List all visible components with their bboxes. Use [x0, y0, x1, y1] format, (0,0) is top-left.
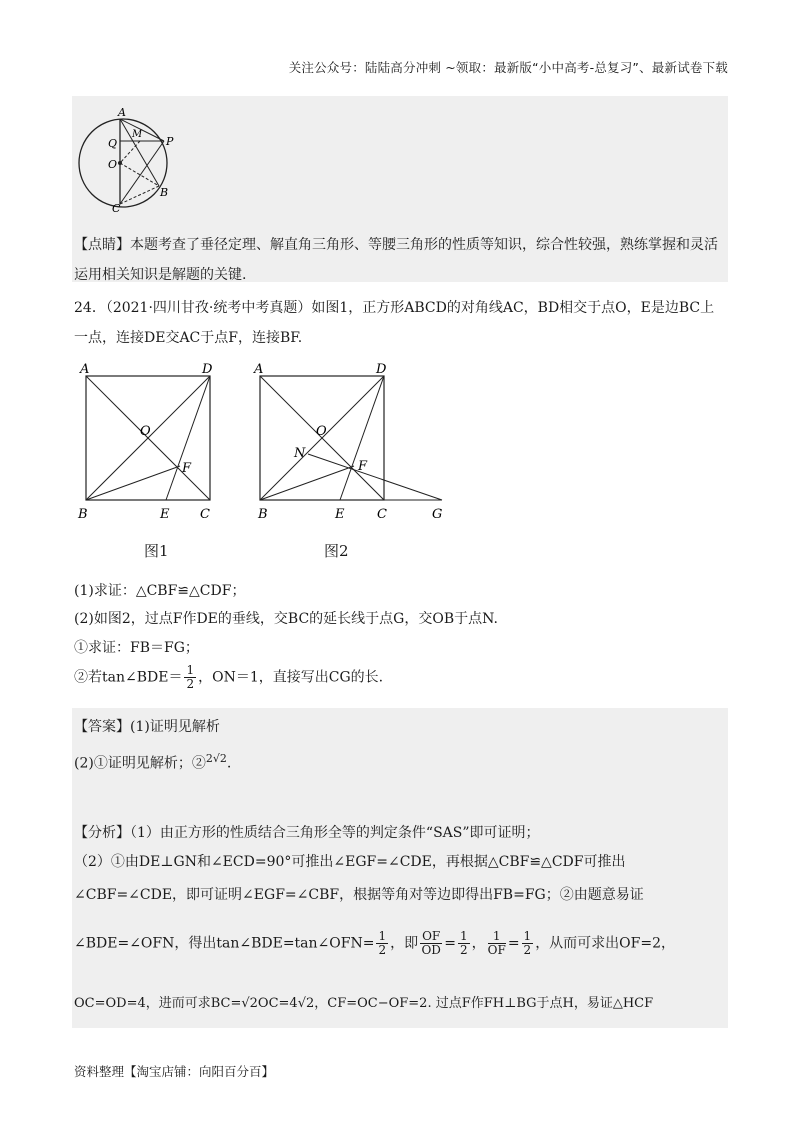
fig2-label-o: O — [316, 424, 327, 439]
label-p: P — [166, 135, 174, 148]
fig1-label-f: F — [182, 461, 192, 476]
fig1-label-b: B — [78, 507, 88, 522]
label-b: B — [160, 186, 169, 199]
label-o: O — [108, 158, 118, 171]
fraction-half-2: $\frac{1}{2}$ — [460, 929, 468, 957]
question-1: (1)求证：△CBF≌△CDF； — [74, 583, 246, 599]
fig2-label-c: C — [377, 507, 387, 522]
fraction-half-3: $\frac{1}{2}$ — [523, 929, 532, 957]
page-header: 关注公众号：陆陆高分冲刺 ~领取：最新版“小中高考-总复习”、最新试卷下载 — [288, 60, 728, 75]
analysis-line-3: ∠CBF=∠CDE，即可证明∠EGF=∠CBF，根据等角对等边即得出FB=FG；②由题意易证 — [74, 887, 644, 903]
answer-line-1: 【答案】(1)证明见解析 — [74, 719, 220, 735]
fraction-one-of: $\frac{1}{OF}$ — [487, 929, 506, 957]
fig2-label-b: B — [258, 507, 268, 522]
fraction-one-half: $\frac{1}{2}$ — [186, 663, 195, 691]
fig1-label-a: A — [80, 362, 90, 377]
analysis-line-2: （2）①由DE⊥GN和∠ECD=90°可推出∠EGF=∠CDE，再根据△CBF≌△CDF可推出 — [74, 854, 626, 870]
analysis-line-5: OC=OD=4，进而可求BC=√2OC=4√2，CF=OC−OF=2. 过点F作FH⊥BG于点H，易证△HCF — [74, 996, 654, 1011]
fig1-caption: 图1 — [144, 542, 169, 560]
fig2-label-f: F — [358, 459, 368, 474]
dianjing-line-1: 【点睛】本题考查了垂径定理、解直角三角形、等腰三角形的性质等知识，综合性较强，熟练掌握和灵活 — [74, 237, 718, 253]
analysis-line-1: 【分析】（1）由正方形的性质结合三角形全等的判定条件“SAS”即可证明； — [74, 825, 540, 841]
fig2-label-g: G — [432, 507, 443, 522]
problem-line-2: 一点，连接DE交AC于点F，连接BF. — [74, 330, 303, 346]
fig1-label-o: O — [140, 424, 151, 439]
page-footer: 资料整理【淘宝店铺：向阳百分百】 — [74, 1064, 275, 1079]
label-m: M — [132, 129, 143, 140]
circle-figure — [74, 104, 184, 216]
fig2-label-n: N — [294, 446, 306, 461]
fraction-half: $\frac{1}{2}$ — [378, 929, 387, 957]
geometry-figures — [72, 360, 452, 560]
dianjing-line-2: 运用相关知识是解题的关键. — [74, 267, 247, 283]
fig2-label-e: E — [335, 507, 345, 522]
label-a: A — [118, 106, 126, 119]
question-2b: ②若tan∠BDE＝ $\frac{1}{2}$ ，ON＝1，直接写出CG的长. — [74, 663, 384, 691]
label-q: Q — [108, 137, 118, 150]
problem-line-1: 24．（2021·四川甘孜·统考中考真题）如图1，正方形ABCD的对角线AC，BD相交于点O，E是边BC上 — [74, 300, 715, 316]
question-2a: ①求证：FB＝FG； — [74, 640, 199, 656]
figure-2 — [253, 362, 442, 522]
label-c: C — [112, 202, 121, 215]
answer-line-2: (2)①证明见解析；②$^{2√2}$. — [74, 752, 232, 772]
fig2-label-a: A — [254, 362, 264, 377]
fig1-label-c: C — [200, 507, 210, 522]
fraction-of-od: $\frac{OF}{OD}$ — [421, 929, 441, 957]
figure-1 — [77, 362, 213, 522]
fig1-label-e: E — [160, 507, 170, 522]
fig1-label-d: D — [202, 362, 213, 377]
fig2-caption: 图2 — [324, 542, 349, 560]
question-2: (2)如图2，过点F作DE的垂线，交BC的延长线于点G，交OB于点N. — [74, 611, 498, 627]
analysis-line-4: ∠BDE=∠OFN，得出tan∠BDE=tan∠OFN= $\frac{1}{2}$ ，即 $\frac{OF}{OD}$ = $\frac{1}{2}$ ， $\frac{1}{OF}$ = $\frac{1}{2}$ ，从而可求出OF=2， — [74, 929, 676, 957]
fig2-label-d: D — [376, 362, 387, 377]
